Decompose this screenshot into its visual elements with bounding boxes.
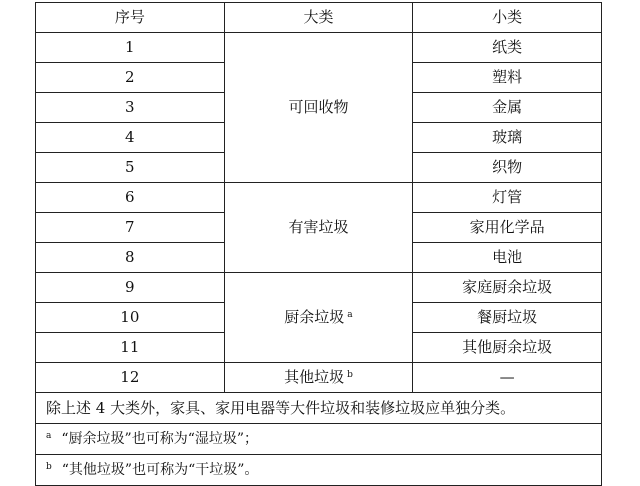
major-category [224,33,413,183]
table-row [36,33,602,63]
major-category-label: 有害垃圾 [288,218,349,236]
footnote-text: “厨余垃圾”也可称为“湿垃圾”； [61,431,259,447]
footnote-b [36,455,602,486]
minor-category: 灯管 [413,183,602,213]
footnote-mark: a [46,431,52,441]
major-category-label: 可回收物 [288,98,349,116]
minor-category: 家用化学品 [413,213,602,243]
minor-category: 织物 [413,153,602,183]
minor-category: 塑料 [413,63,602,93]
row-number: 9 [36,273,225,303]
row-number: 12 [36,363,225,393]
footnote-mark: b [46,462,52,472]
row-number: 11 [36,333,225,363]
table-row [36,183,602,213]
major-category-label: 厨余垃圾 [284,308,345,326]
footnote-marker: b [347,370,353,380]
row-number: 6 [36,183,225,213]
note-text: 除上述 4 大类外，家具、家用电器等大件垃圾和装修垃圾应单独分类。 [36,393,602,424]
row-number: 3 [36,93,225,123]
major-category [224,273,413,363]
minor-category: 电池 [413,243,602,273]
row-number: 7 [36,213,225,243]
note-row [36,393,602,424]
table-row [36,273,602,303]
row-number: 5 [36,153,225,183]
minor-category: 家庭厨余垃圾 [413,273,602,303]
minor-category: 金属 [413,93,602,123]
header-row [36,3,602,33]
minor-category: 餐厨垃圾 [413,303,602,333]
major-category-label: 其他垃圾 [284,368,345,386]
minor-category: 纸类 [413,33,602,63]
footnote-row [36,455,602,486]
row-number: 10 [36,303,225,333]
row-number: 8 [36,243,225,273]
row-number: 1 [36,33,225,63]
header-no: 序号 [36,3,225,33]
footnote-text: “其他垃圾”也可称为“干垃圾”。 [61,462,259,478]
minor-category: 玻璃 [413,123,602,153]
waste-classification-table [35,2,602,486]
major-category [224,363,413,393]
minor-category: 其他厨余垃圾 [413,333,602,363]
minor-category: — [413,363,602,393]
table-row [36,363,602,393]
footnote-row [36,424,602,455]
header-minor: 小类 [413,3,602,33]
header-major: 大类 [224,3,413,33]
row-number: 2 [36,63,225,93]
table-body [36,33,602,393]
footnote-a [36,424,602,455]
major-category [224,183,413,273]
row-number: 4 [36,123,225,153]
footnote-marker: a [347,310,353,320]
